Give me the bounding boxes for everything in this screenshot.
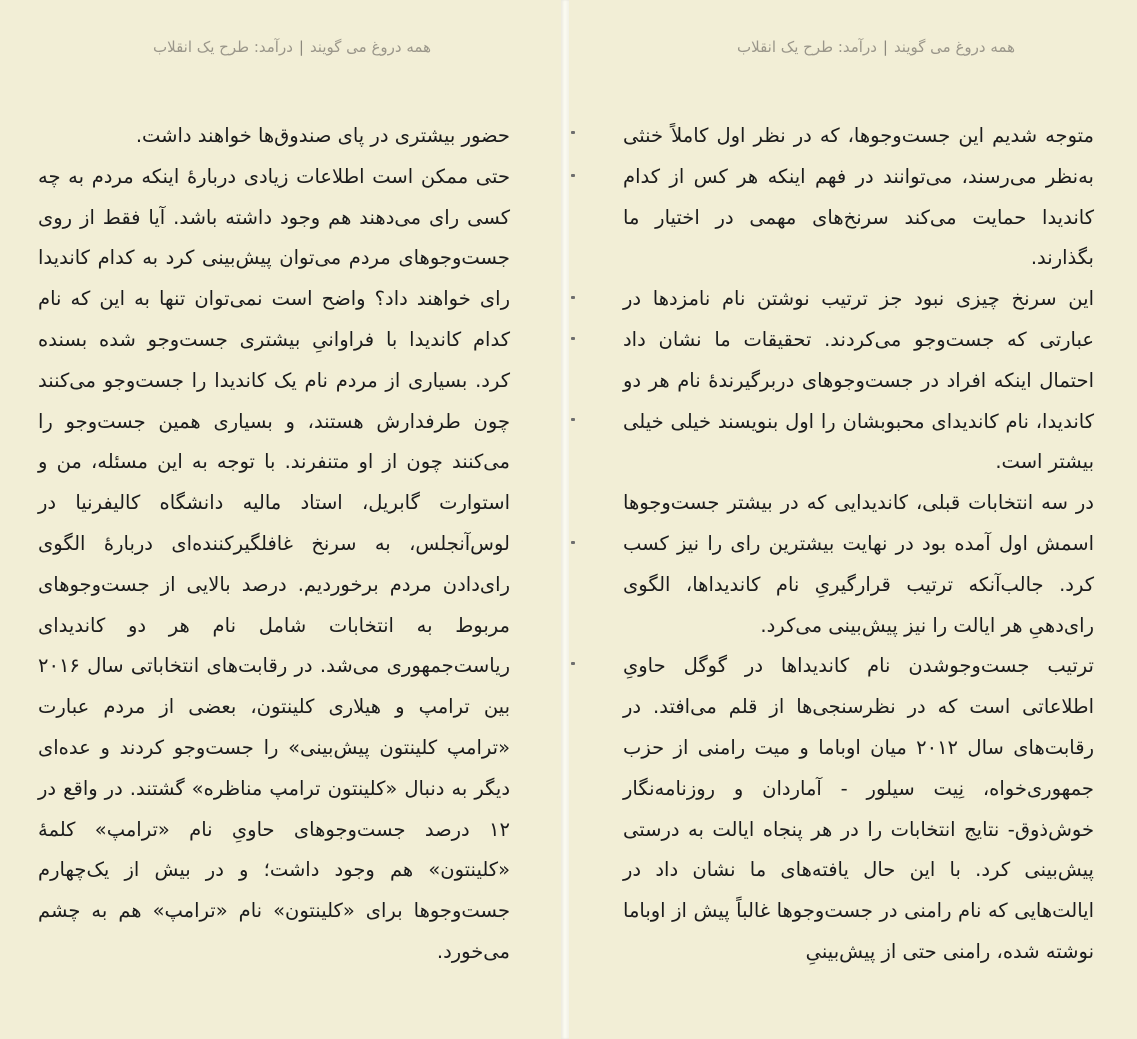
- paragraph: در سه انتخابات قبلی، کاندیدایی که در بیشتر جست‌وجوها اسمش اول آمده بود در نهایت بیشترین رای را نیز کسب کرد. جالب‌آنکه ترتیب قرارگیریِ نام کاندیداها، الگوی رای‌دهیِ هر ایالت را نیز پیش‌بینی می‌کرد.: [623, 491, 1094, 637]
- paragraph: این سرنخ چیزی نبود جز ترتیب نوشتن نام نامزدها در عبارتی که جست‌وجو می‌کردند. تحقیقات ما نشان داد احتمال اینکه افراد در جست‌وجوهای دربرگیرندهٔ نام هر دو کاندیدا، نام کاندیدای محبوبشان را اول بنویسند خیلی خیلی بیشتر است.: [623, 287, 1094, 474]
- margin-mark: [571, 541, 575, 544]
- margin-mark: [571, 337, 575, 340]
- margin-mark: [571, 662, 575, 665]
- left-page: [0, 0, 561, 1039]
- margin-mark: [571, 174, 575, 177]
- margin-mark: [571, 131, 575, 134]
- body-text: [38, 116, 510, 973]
- header-divider: |: [882, 38, 888, 56]
- book-title: همه دروغ می گویند: [893, 38, 1015, 56]
- paragraph: حضور بیشتری در پای صندوق‌ها خواهند داشت.: [135, 124, 510, 147]
- margin-mark: [571, 418, 575, 421]
- header-divider: |: [298, 38, 304, 56]
- book-gutter: [561, 0, 569, 1039]
- paragraph: ترتیب جست‌وجوشدن نام کاندیداها در گوگل حاویِ اطلاعاتی است که در نظرسنجی‌ها از قلم می‌افتد. در رقابت‌های سال ۲۰۱۲ میان اوباما و میت رامنی از حزب جمهوری‌خواه، نِیت سیلور - آماردان و روزنامه‌نگار خوش‌ذوق- نتایج انتخابات را در هر پنجاه ایالت به درستی پیش‌بینی کرد. با این حال یافته‌های ما نشان داد در ایالت‌هایی که نام رامنی در جست‌وجوها غالباً پیش از اوباما نوشته شده، رامنی حتی از پیش‌بینیِ: [623, 654, 1094, 963]
- running-header: [153, 38, 431, 56]
- running-header: [737, 38, 1015, 56]
- chapter-title: درآمد: طرح یک انقلاب: [737, 38, 877, 56]
- paragraph: متوجه شدیم این جست‌وجوها، که در نظر اول کاملاً خنثی به‌نظر می‌رسند، می‌توانند در فهم اینکه هر کس از کدام کاندیدا حمایت می‌کند سرنخ‌های مهمی در اختیار ما بگذارند.: [623, 124, 1094, 270]
- paragraph: حتی ممکن است اطلاعات زیادی دربارهٔ اینکه مردم به چه کسی رای می‌دهند هم وجود داشته باشد. آیا فقط از روی جست‌وجوهای مردم می‌توان پیش‌بینی کرد به کدام کاندیدا رای خواهند داد؟ واضح است نمی‌توان تنها به این که نام کدام کاندیدا با فراوانیِ بیشتری جست‌وجو شده بسنده کرد. بسیاری از مردم نام یک کاندیدا را جست‌وجو می‌کنند چون طرفدارش هستند، و بسیاری همین جست‌وجو را می‌کنند چون از او متنفرند. با توجه به این مسئله، من و استوارت گابریل، استاد مالیه دانشگاه کالیفرنیا در لوس‌آنجلس، به سرنخ غافلگیرکننده‌ای دربارهٔ الگوی رای‌دادن مردم برخوردیم. درصد بالایی از جست‌وجوهای مربوط به انتخابات شامل نام هر دو کاندیدای ریاست‌جمهوری می‌شد. در رقابت‌های انتخاباتی سال ۲۰۱۶ بین ترامپ و هیلاری کلینتون، بعضی از مردم عبارت «ترامپ کلینتون پیش‌بینی» را جست‌وجو کردند و عده‌ای دیگر به دنبال «کلینتون ترامپ مناظره» گشتند. در واقع در ۱۲ درصد جست‌وجوهای حاویِ نام «ترامپ» کلمهٔ «کلینتون» هم وجود داشت؛ و در بیش از یک‌چهارم جست‌وجوها برای «کلینتون» نام «ترامپ» هم به چشم می‌خورد.: [38, 164, 510, 963]
- margin-mark: [571, 296, 575, 299]
- chapter-title: درآمد: طرح یک انقلاب: [153, 38, 293, 56]
- body-text: [623, 116, 1094, 973]
- right-page: [569, 0, 1137, 1039]
- book-title: همه دروغ می گویند: [309, 38, 431, 56]
